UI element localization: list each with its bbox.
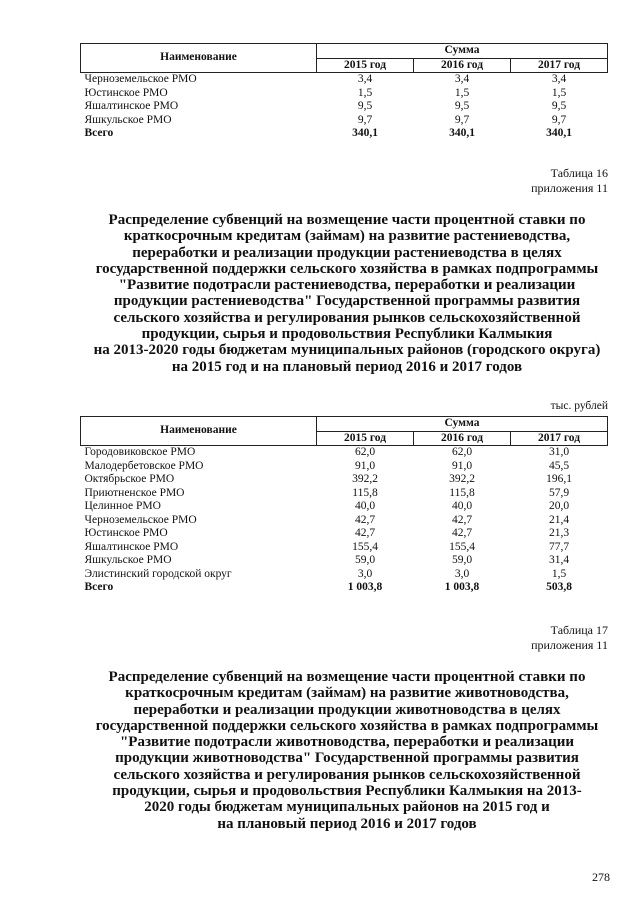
header-year-2016: 2016 год [414,431,511,446]
heading-line: "Развитие подотрасли растениеводства, переработки и реализации [118,277,576,294]
row-value: 3,0 [357,567,373,580]
row-value: 1,5 [551,86,567,99]
heading-line: краткосрочным кредитам (займам) на развитие растениеводства, [123,228,571,245]
row-value: 40,0 [354,500,376,512]
row-name: Юстинское РМО [84,527,168,539]
row-value: 1,5 [357,86,373,99]
header-year-2017: 2017 год [511,58,608,73]
table-continuation [80,43,608,142]
row-value: 42,7 [354,513,376,526]
table-row [81,514,608,528]
row-value: 77,7 [548,540,570,553]
row-value: 1,5 [551,567,567,580]
heading-line: "Развитие подотрасли животноводства, переработки и реализации [119,734,575,751]
row-value: 3,0 [454,567,470,580]
row-value: 9,5 [551,100,567,112]
heading-line: продукции, сырья и продовольствия Республики Калмыкия [141,326,553,343]
row-value: 62,0 [451,446,473,458]
row-value: 59,0 [451,554,473,566]
heading-line: на плановый период 2016 и 2017 годов [217,815,477,832]
row-value: 3,4 [551,73,567,85]
row-value: 9,7 [454,113,470,126]
table-row [81,527,608,541]
subsidy-table [80,416,608,596]
total-value: 340,1 [449,127,475,139]
row-value: 3,4 [357,73,373,85]
row-value: 21,4 [548,513,570,526]
heading-line: на 2015 год и на плановый период 2016 и 2017 годов [171,358,523,375]
row-value: 9,7 [551,113,567,126]
table-row [81,487,608,501]
unit-label: тыс. рублей [550,400,608,412]
row-name: Яшалтинское РМО [84,100,179,112]
row-value: 42,7 [451,513,473,526]
heading-line: на 2013-2020 годы бюджетам муниципальных районов (городского округа) [93,342,601,359]
row-value: 9,5 [357,100,373,112]
heading-line: переработки и реализации продукции растениеводства в целях [132,244,562,261]
row-value: 59,0 [354,554,376,566]
total-label: Всего [84,127,114,139]
header-year-2017: 2017 год [511,431,608,446]
total-value: 340,1 [352,127,378,139]
total-value: 503,8 [546,581,572,593]
heading-line: государственной поддержки сельского хозяйства в рамках подпрограммы [95,260,599,277]
row-value: 392,2 [449,473,475,485]
row-value: 155,4 [449,540,475,553]
caption-line: приложения 11 [531,181,608,195]
header-sum: Сумма [317,44,608,59]
row-value: 392,2 [352,473,378,485]
table-row [81,541,608,555]
row-value: 115,8 [352,486,378,499]
heading-line: продукции, сырья и продовольствия Республики Калмыкия на 2013- [112,783,582,800]
table-row [81,100,608,114]
heading-line: сельского хозяйства и регулирования рынков сельскохозяйственной [113,309,581,326]
heading-line: сельского хозяйства и регулирования рынков сельскохозяйственной [113,766,581,783]
caption-line: приложения 11 [531,638,608,652]
heading-line: краткосрочным кредитам (займам) на развитие животноводства, [125,685,569,702]
row-value: 196,1 [546,473,572,485]
row-name: Черноземельское РМО [84,73,197,85]
table-row [81,473,608,487]
total-label: Всего [84,581,114,593]
row-value: 42,7 [451,527,473,539]
section-heading-16 [60,212,634,375]
row-name: Черноземельское РМО [84,513,197,526]
heading-line: Распределение субвенций на возмещение части процентной ставки по [108,669,586,685]
table-row [81,568,608,582]
table-row [81,73,608,87]
row-value: 21,3 [548,527,570,539]
heading-line: продукции растениеводства" Государственной программы развития [113,293,581,310]
row-name: Яшкульское РМО [84,554,172,566]
table-row [81,446,608,460]
row-name: Элистинский городской округ [84,567,232,580]
header-year-2015: 2015 год [317,431,414,446]
header-year-2016: 2016 год [414,58,511,73]
row-value: 9,7 [357,113,373,126]
row-value: 1,5 [454,86,470,99]
row-name: Юстинское РМО [84,86,168,99]
page-number: 278 [592,870,610,884]
row-value: 9,5 [454,100,470,112]
row-value: 57,9 [548,486,570,499]
caption-line: Таблица 17 [550,623,608,637]
total-value: 1 003,8 [347,581,383,593]
header-name: Наименование [81,44,317,73]
table-row [81,500,608,514]
heading-line: 2020 годы бюджетам муниципальных районов на 2015 год и [144,799,550,816]
row-value: 45,5 [548,459,570,472]
table-row [81,460,608,474]
row-value: 155,4 [352,540,378,553]
heading-line: продукции животноводства" Государственной программы развития [115,750,579,767]
row-value: 31,4 [548,554,570,566]
heading-line: государственной поддержки сельского хозяйства в рамках подпрограммы [95,717,599,734]
table-row [81,87,608,101]
row-name: Яшалтинское РМО [84,540,179,553]
row-value: 115,8 [449,486,475,499]
row-value: 40,0 [451,500,473,512]
table-row [81,554,608,568]
total-row [81,581,608,596]
row-value: 91,0 [451,459,473,472]
row-name: Малодербетовское РМО [84,459,204,472]
table-caption-16 [531,166,608,196]
total-value: 340,1 [546,127,572,139]
row-value: 42,7 [354,527,376,539]
heading-line: Распределение субвенций на возмещение части процентной ставки по [108,212,586,228]
row-name: Приютненское РМО [84,486,185,499]
total-row [81,127,608,142]
row-name: Городовиковское РМО [84,446,196,458]
table-caption-17 [531,623,608,653]
row-value: 31,0 [548,446,570,458]
row-name: Октябрьское РМО [84,473,175,485]
total-value: 1 003,8 [444,581,480,593]
header-sum: Сумма [317,417,608,432]
row-value: 20,0 [548,500,570,512]
row-name: Целинное РМО [84,500,161,512]
caption-line: Таблица 16 [550,166,608,180]
row-value: 3,4 [454,73,470,85]
heading-line: переработки и реализации продукции животноводства в целях [133,701,561,718]
row-value: 91,0 [354,459,376,472]
header-name: Наименование [81,417,317,446]
row-name: Яшкульское РМО [84,113,172,126]
header-year-2015: 2015 год [317,58,414,73]
row-value: 62,0 [354,446,376,458]
section-heading-17 [60,669,634,832]
table-row [81,114,608,128]
